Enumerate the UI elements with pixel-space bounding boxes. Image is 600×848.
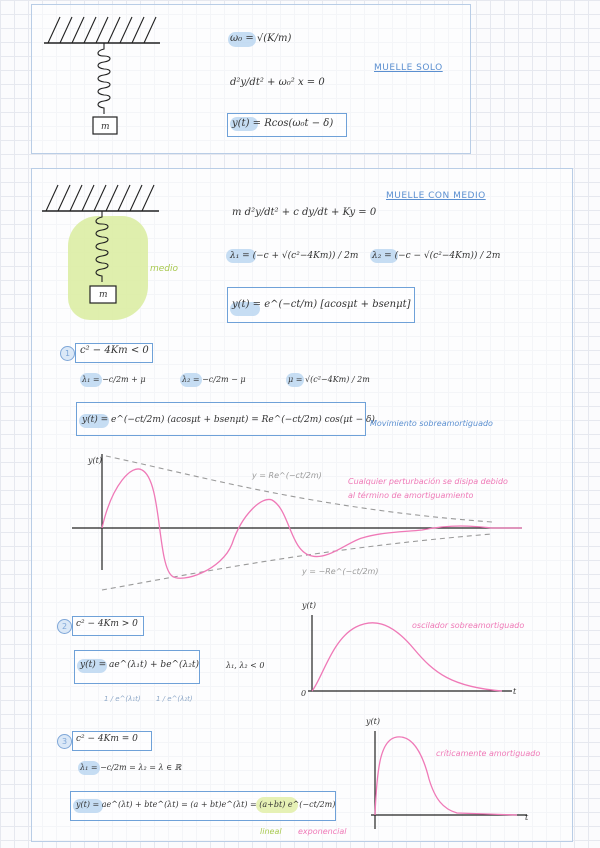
shm-diff-equation: d²y/dt² + ω₀² x = 0 [230, 77, 325, 88]
case2-number: 2 [57, 619, 72, 634]
case1-mu: μ = √(c²−4Km) / 2m [288, 375, 370, 384]
mass-label-2: m [99, 290, 108, 300]
case3-label-exp: exponencial [298, 827, 347, 836]
caption-muelle-con-medio: MUELLE CON MEDIO [386, 191, 486, 201]
case2-condition: c² − 4Km > 0 [76, 619, 138, 629]
caption-muelle-solo: MUELLE SOLO [374, 63, 443, 73]
case2-frac1: 1 / e^(λ₁t) [104, 695, 141, 703]
case1-lambda2: λ₂ = −c/2m − μ [182, 375, 246, 384]
case1-lambda1: λ₁ = −c/2m + μ [82, 375, 146, 384]
card-muelle-solo [31, 4, 471, 154]
graph1-lower-envelope [102, 534, 492, 590]
graph2-curve [312, 623, 502, 691]
graph-critically-damped [367, 725, 547, 835]
graph2-caption: oscilador sobreamortiguado [412, 621, 525, 630]
solution-1: y(t) = Rcos(ω₀t − δ) [232, 118, 334, 129]
graph1-note-line2: al término de amortiguamiento [348, 491, 474, 500]
graph3-ylabel: y(t) [366, 717, 380, 726]
graph2-ylabel: y(t) [302, 601, 316, 610]
case3-number: 3 [57, 734, 72, 749]
case1-condition: c² − 4Km < 0 [80, 345, 149, 356]
lambda1-root: λ₁ = (−c + √(c²−4Km)) / 2m [230, 251, 359, 261]
card-muelle-con-medio [31, 168, 573, 842]
case2-solution: y(t) = ae^(λ₁t) + be^(λ₂t) [80, 660, 200, 670]
case3-condition: c² − 4Km = 0 [76, 734, 138, 744]
lambda2-root: λ₂ = (−c − √(c²−4Km)) / 2m [372, 251, 501, 261]
case3-label-linear: lineal [260, 827, 282, 836]
graph1-note-line1: Cualquier perturbación se disipa debido [348, 477, 508, 486]
case2-lambdas-negative: λ₁, λ₂ < 0 [226, 661, 265, 670]
case3-lambda-eq: λ₁ = −c/2m = λ₂ = λ ∈ ℝ [80, 763, 182, 772]
case1-solution: y(t) = e^(−ct/2m) (acosμt + bsenμt) = Re^(−ct/2m) cos(μt − δ) [82, 415, 375, 425]
graph1-ylabel: y(t) [88, 456, 102, 465]
graph2-xlabel: t [513, 687, 517, 696]
graph3-caption: críticamente amortiguado [436, 749, 541, 758]
graph3-xlabel: t [525, 813, 529, 822]
w0-equation: ω₀ = √(K/m) [230, 33, 292, 44]
general-solution: y(t) = e^(−ct/m) [acosμt + bsenμt] [232, 299, 411, 310]
case1-caption: Movimiento sobreamortiguado [370, 419, 493, 428]
case2-frac2: 1 / e^(λ₂t) [156, 695, 193, 703]
graph2-origin: 0 [301, 689, 307, 698]
case1-number: 1 [60, 346, 75, 361]
graph1-upper-envelope-label: y = Re^(−ct/2m) [252, 471, 322, 480]
mass-label-1: m [101, 122, 110, 132]
medium-label: medio [150, 264, 179, 274]
graph1-upper-envelope [106, 456, 492, 522]
graph1-lower-envelope-label: y = −Re^(−ct/2m) [302, 567, 379, 576]
damped-diff-equation: m d²y/dt² + c dy/dt + Ky = 0 [232, 207, 377, 218]
spring-diagram-1 [32, 5, 132, 145]
spring-diagram-2 [32, 169, 162, 309]
case3-solution: y(t) = ae^(λt) + bte^(λt) = (a + bt)e^(λt) = (a+bt) e^(−ct/2m) [76, 800, 336, 809]
